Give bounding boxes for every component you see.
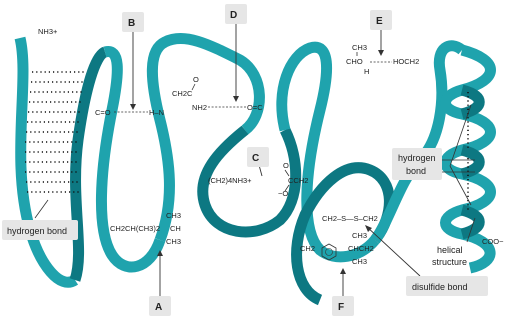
disulfide-bond-label [406,276,488,296]
e-hoch2-label: HOCH2 [393,57,420,66]
svg-text:bond: bond [406,166,427,176]
f-ch3-bottom-label: CH3 [352,257,368,266]
svg-text:D: D [230,10,238,21]
svg-text:hydrogen bond: hydrogen bond [7,226,68,236]
disulfide-label: CH2–S—S–CH2 [322,214,378,223]
svg-text:hydrogen: hydrogen [398,153,436,163]
f-ch3-top-label: CH3 [352,231,368,240]
d-oxygen-label: O [193,75,199,84]
svg-text:B: B [128,18,136,29]
c-terminus-label: COO− [482,237,504,246]
a-valine-ch3-top-label: CH3 [166,211,182,220]
e-h-label: H [364,67,370,76]
svg-text:helical: helical [437,245,463,255]
a-leucine-label: CH2CH(CH3)2 [110,224,161,233]
svg-text:E: E [376,16,383,27]
svg-text:C: C [252,153,260,164]
hydrogen-bond-label-left [2,220,78,240]
a-valine-ch3-bottom-label: CH3 [166,237,182,246]
svg-text:disulfide bond: disulfide bond [412,282,468,292]
helical-structure-label [432,245,467,267]
callout-tag-f [332,296,354,316]
e-ch3-label: CH3 [352,43,368,52]
a-valine-ch-label: CH [170,224,181,233]
svg-text:F: F [338,302,345,313]
d-side-chain-label: CH2C [172,89,193,98]
callout-tag-e [370,10,392,30]
svg-text:structure: structure [432,257,468,267]
beta-strand-left [20,38,75,282]
b-amide-label: H–N [149,108,165,117]
callout-tag-b [122,12,144,32]
f-chch2-label: CHCH2 [348,244,374,253]
svg-text:A: A [155,302,163,313]
callout-tag-c [247,147,269,167]
d-carbonyl-label: O=C [247,103,263,112]
callout-tag-d [225,4,247,24]
c-carboxylate-label: CCH2 [288,176,309,185]
callout-tag-a [149,296,171,316]
e-cho-label: CHO [346,57,363,66]
c-lysine-label: (CH2)4NH3+ [208,176,252,185]
c-oxygen-label: O [283,161,289,170]
hydrogen-bond-label-right [392,148,442,180]
f-ch2-label: CH2 [300,244,316,253]
d-amide-label: NH2 [192,103,208,112]
c-oxygen-negative-label: −O [278,189,289,198]
b-carbonyl-label: C=O [95,108,111,117]
helix-back [462,90,479,234]
n-terminus-label: NH3+ [38,27,58,36]
